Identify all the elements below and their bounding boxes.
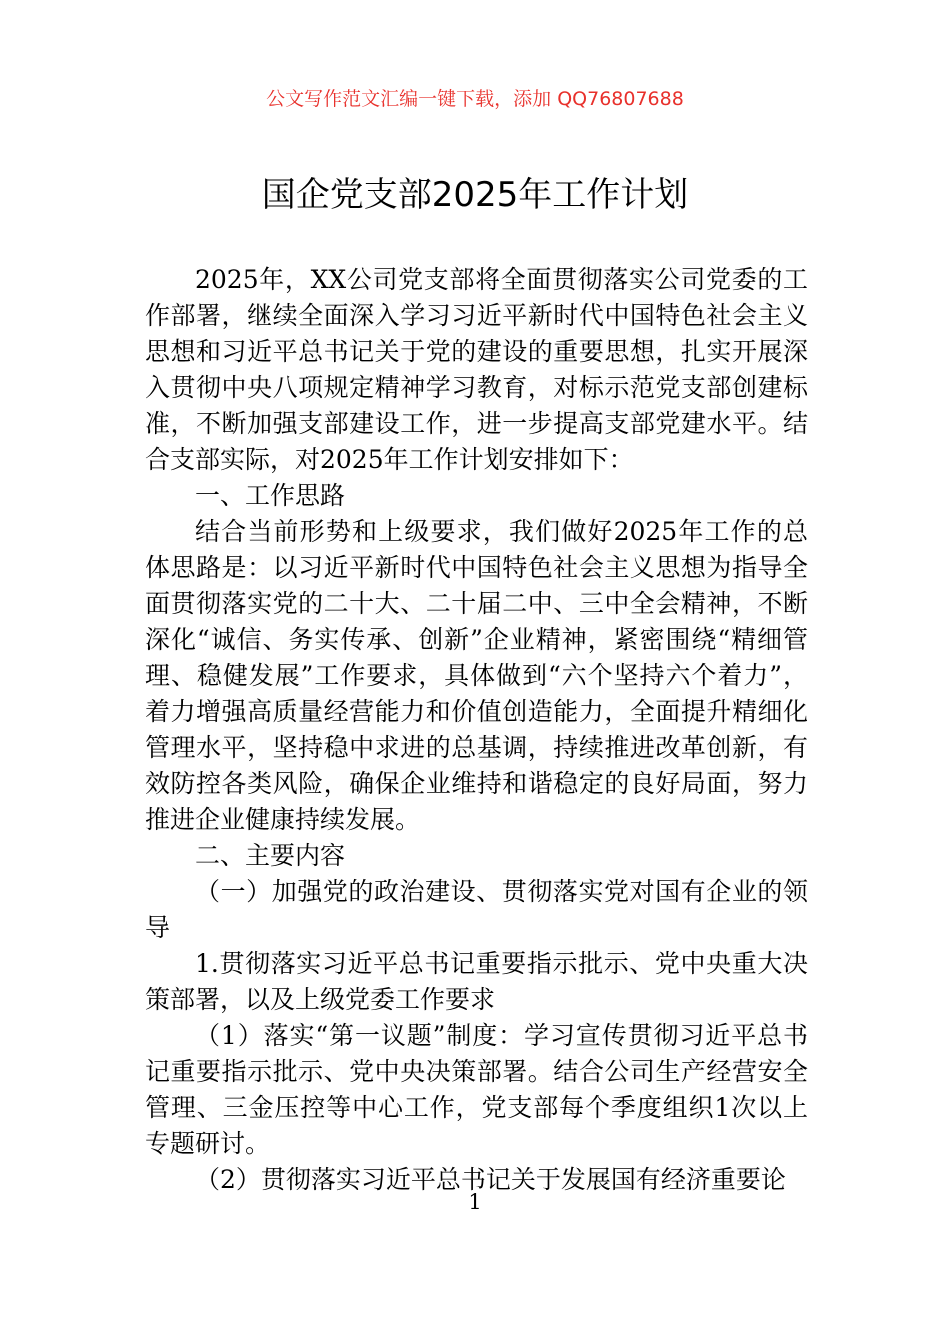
document-body — [145, 262, 808, 1198]
subheading-political-building: （一）加强党的政治建设、贯彻落实党对国有企业的领导 — [145, 877, 808, 942]
heading-work-approach: 一、工作思路 — [195, 481, 346, 510]
item-1: 1.贯彻落实习近平总书记重要指示批示、党中央重大决策部署，以及上级党委工作要求 — [145, 949, 808, 1014]
item-1-2: （2）贯彻落实习近平总书记关于发展国有经济重要论 — [195, 1165, 786, 1194]
page-number: 1 — [468, 1190, 482, 1214]
header-download-note: 公文写作范文汇编一键下载，添加 QQ76807688 — [266, 88, 684, 110]
document-title: 国企党支部2025年工作计划 — [261, 175, 689, 215]
paragraph-work-approach: 结合当前形势和上级要求，我们做好2025年工作的总体思路是：以习近平新时代中国特色社会主义思想为指导全面贯彻落实党的二十大、二十届二中、三中全会精神，不断深化“诚信、务实传承、创新”企业精神，紧密围绕“精细管理、稳健发展”工作要求，具体做到“六个坚持六个着力”，着力增强高质量经营能力和价值创造能力，全面提升精细化管理水平，坚持稳中求进的总基调，持续推进改革创新，有效防控各类风险，确保企业维持和谐稳定的良好局面，努力推进企业健康持续发展。 — [145, 517, 808, 834]
paragraph-intro: 2025年，XX公司党支部将全面贯彻落实公司党委的工作部署，继续全面深入学习习近平新时代中国特色社会主义思想和习近平总书记关于党的建设的重要思想，扎实开展深入贯彻中央八项规定精神学习教育，对标示范党支部创建标准，不断加强支部建设工作，进一步提高支部党建水平。结合支部实际，对2025年工作计划安排如下： — [145, 265, 808, 474]
item-1-1: （1）落实“第一议题”制度：学习宣传贯彻习近平总书记重要指示批示、党中央决策部署。结合公司生产经营安全管理、三金压控等中心工作，党支部每个季度组织1次以上专题研讨。 — [145, 1021, 808, 1158]
heading-main-content: 二、主要内容 — [195, 841, 346, 870]
